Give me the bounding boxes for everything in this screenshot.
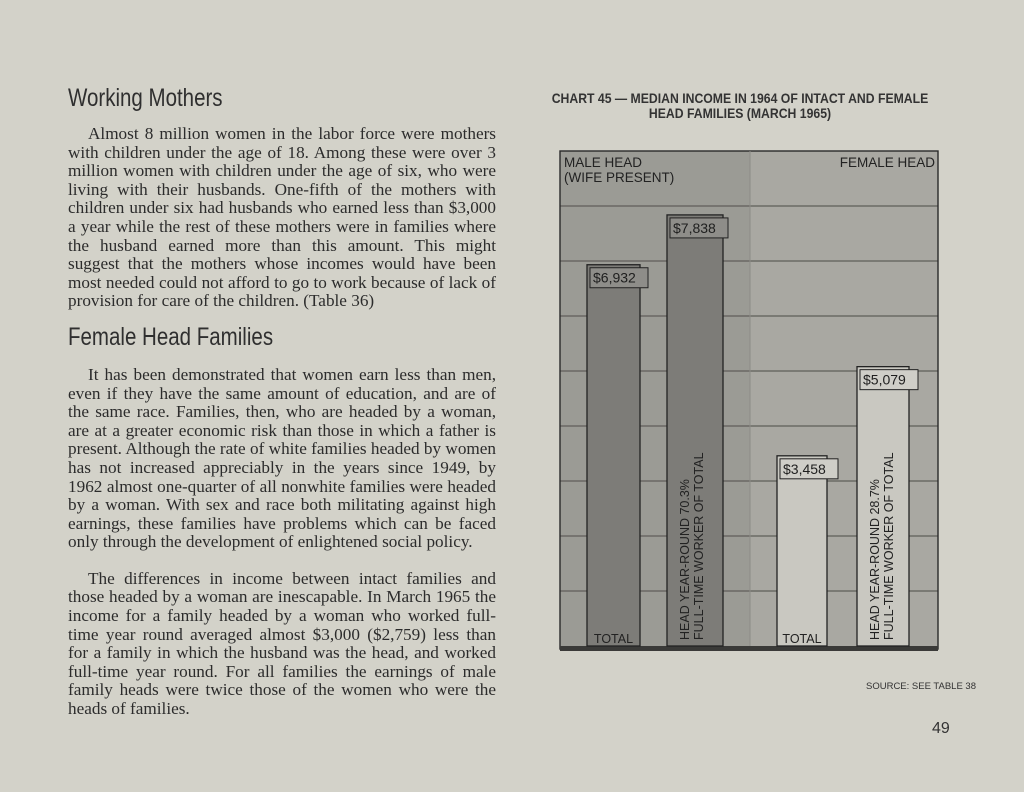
heading-working-mothers: Working Mothers xyxy=(68,84,223,112)
chart-baseline xyxy=(560,646,938,651)
heading-female-head-families: Female Head Families xyxy=(68,322,274,351)
value-label-male-fulltime: $7,838 xyxy=(673,219,716,236)
paragraph-working-mothers: Almost 8 million women in the labor force were mothers with children under the age of 18. Among these were over 3 million women with children under the age of six, who were living with their husbands. One-fifth of the mothers with children under six had husbands who earned less than $3,000 a year while the rest of these mothers were in families where the husband earned more than this amount. This might suggest that the mothers whose incomes would have been most needed could not afford to go to work because of lack of provision for care of the children. (Table 36) xyxy=(68,124,496,311)
category-label-male-total: TOTAL xyxy=(593,632,634,646)
value-label-male-total: $6,932 xyxy=(593,269,636,286)
value-label-female-total: $3,458 xyxy=(783,460,826,477)
chart-title: CHART 45 — MEDIAN INCOME IN 1964 OF INTACT AND FEMALE HEAD FAMILIES (MARCH 1965) xyxy=(551,91,929,121)
bar-female-total xyxy=(777,456,827,646)
category-label-male-fulltime-line2: FULL-TIME WORKER OF TOTAL xyxy=(692,452,706,640)
bar-male-total xyxy=(587,265,640,646)
panel-label-male-line1: MALE HEAD xyxy=(564,155,643,170)
category-label-male-fulltime-line1: HEAD YEAR-ROUND 70.3% xyxy=(678,479,692,640)
paragraph-female-head-2: The differences in income between intact families and those headed by a woman are inescapable. In March 1965 the income for a family headed by a woman who worked full-time year round averaged almost $3,000 ($2,759) less than for a family in which the husband was the head, and worked full-time year round. For all families the earnings of male family heads were twice those of the women who were the heads of families. xyxy=(68,568,496,719)
chart-source: SOURCE: SEE TABLE 38 xyxy=(866,681,976,692)
category-label-female-fulltime-line1: HEAD YEAR-ROUND 28.7% xyxy=(868,479,882,640)
value-label-female-fulltime: $5,079 xyxy=(863,371,906,388)
panel-label-male-line2: (WIFE PRESENT) xyxy=(564,170,675,185)
paragraph-female-head-1: It has been demonstrated that women earn less than men, even if they have the same amount of education, and are of the same race. Families, then, who are headed by a woman, are at a greater economic risk than those in which a father is present. Although the rate of white families headed by women has not increased appreciably in the years since 1949, by 1962 almost one-quarter of all nonwhite families were headed by a woman. With sex and race both militating against high earnings, these families have problems which can be faced only through the development of enlightened social policy. xyxy=(68,364,496,552)
category-label-female-fulltime-line2: FULL-TIME WORKER OF TOTAL xyxy=(882,452,896,640)
panel-label-female: FEMALE HEAD xyxy=(839,155,935,170)
category-label-female-total: TOTAL xyxy=(782,632,822,646)
page-number: 49 xyxy=(932,720,950,737)
